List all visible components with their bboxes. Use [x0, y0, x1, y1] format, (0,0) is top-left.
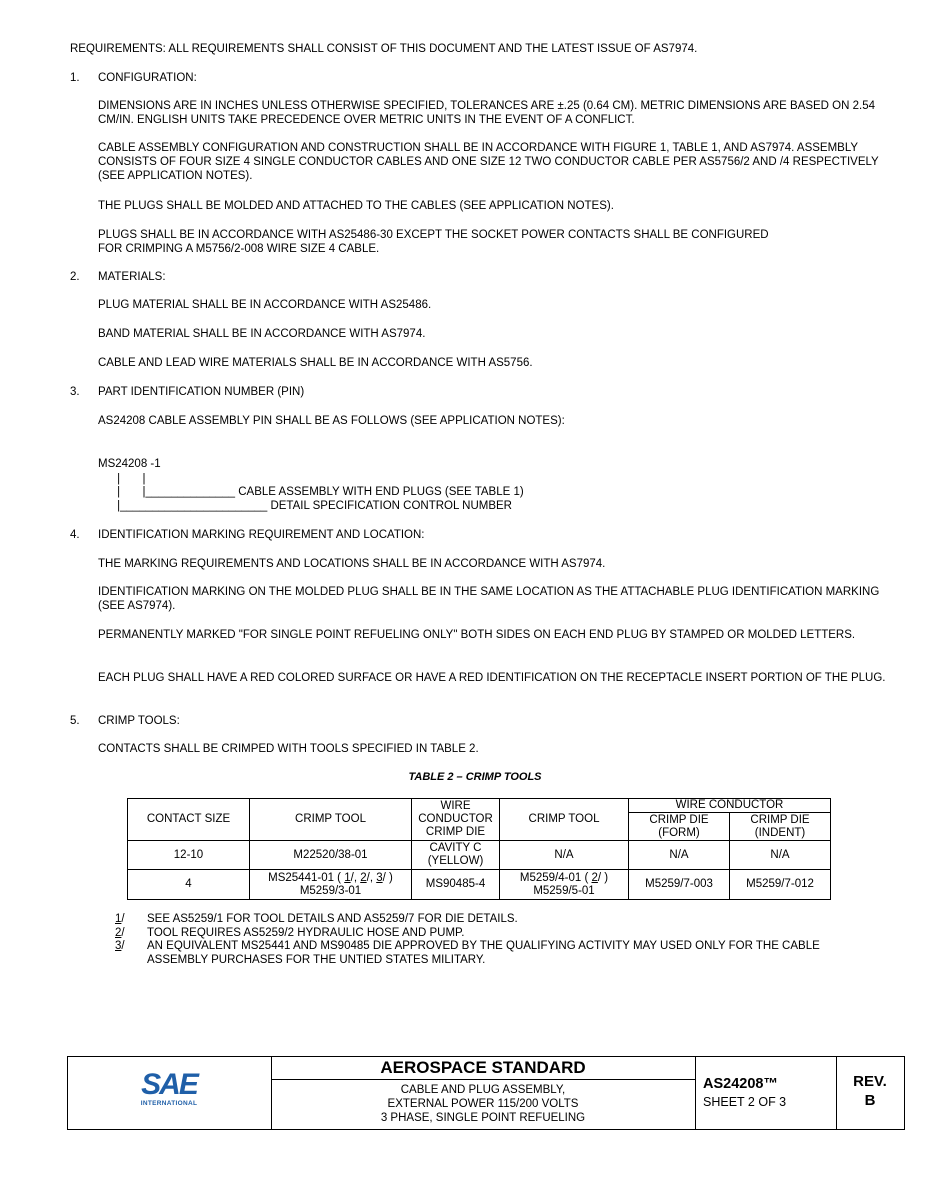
note-item: [115, 940, 875, 967]
tool-text-a: MS25441-01 (: [268, 871, 345, 884]
title-cell: [271, 1057, 696, 1129]
title-block: [67, 1056, 905, 1130]
table-2-title: TABLE 2 – CRIMP TOOLS: [408, 771, 542, 783]
pin-line-1: MS24208 -1: [98, 458, 161, 470]
cell-crimp-tool: M22520/38-01: [250, 841, 412, 870]
cell-die-indent: N/A: [730, 841, 831, 870]
section-5-heading: CRIMP TOOLS:: [98, 715, 180, 727]
note-number: 2: [115, 926, 122, 939]
cell-die-form: N/A: [629, 841, 730, 870]
cell-crimp-die: [412, 841, 500, 870]
section-4-para-4: EACH PLUG SHALL HAVE A RED COLORED SURFACE OR HAVE A RED IDENTIFICATION ON THE RECEPTACLE INSERT PORTION OF THE PLUG.: [98, 672, 886, 684]
header-wire-line-1: WIRE: [440, 800, 471, 812]
cell-die-indent: M5259/7-012: [730, 870, 831, 900]
section-1-para-4a: PLUGS SHALL BE IN ACCORDANCE WITH AS25486-30 EXCEPT THE SOCKET POWER CONTACTS SHALL BE CONFIGURED: [98, 229, 769, 241]
document-number: AS24208™: [703, 1076, 778, 1092]
cell-size: 4: [128, 870, 250, 900]
header-crimp-tool: CRIMP TOOL: [250, 799, 412, 841]
section-1-para-1: DIMENSIONS ARE IN INCHES UNLESS OTHERWISE SPECIFIED, TOLERANCES ARE ±.25 (0.64 CM). METRIC DIMENSIONS ARE BASED ON 2.54 CM/IN. ENGLISH UNITS TAKE PRECEDENCE OVER METRIC UNITS IN THE EVENT OF A CONFLICT.: [98, 100, 875, 126]
cell-crimp-die: MS90485-4: [412, 870, 500, 900]
note-item: [115, 913, 875, 927]
tool2-text-b: / ): [597, 871, 609, 884]
section-3-heading: PART IDENTIFICATION NUMBER (PIN): [98, 386, 305, 398]
section-1-heading: CONFIGURATION:: [98, 72, 197, 84]
header-wire-line-2: CONDUCTOR: [418, 813, 493, 825]
pin-line-3: | |______________ CABLE ASSEMBLY WITH END PLUGS (SEE TABLE 1): [98, 486, 524, 498]
header-die-form-line-1: CRIMP DIE: [649, 813, 709, 826]
revision-label: REV.: [853, 1073, 887, 1090]
header-crimp-tool-2: CRIMP TOOL: [500, 799, 629, 841]
sheet-number: SHEET 2 OF 3: [703, 1095, 787, 1109]
revision-value: B: [864, 1092, 876, 1109]
section-4-number: 4.: [70, 529, 80, 541]
sae-logo: [134, 1068, 204, 1108]
logo-cell: [68, 1057, 272, 1129]
header-die-form-line-2: (FORM): [658, 826, 700, 839]
section-2-para-3: CABLE AND LEAD WIRE MATERIALS SHALL BE IN ACCORDANCE WITH AS5756.: [98, 357, 533, 369]
cell-die-line-2: (YELLOW): [427, 855, 484, 867]
tool-text-b: /,: [350, 871, 361, 884]
note-ref-1: 1: [344, 871, 351, 884]
cell-crimp-tool-2-line-1: [502, 872, 626, 885]
sae-logo-subtext: INTERNATIONAL: [140, 1100, 198, 1107]
sae-logo-mark: SAE: [141, 1068, 197, 1101]
cell-die-line-1: CAVITY C: [429, 842, 482, 854]
description-line-3: 3 PHASE, SINGLE POINT REFUELING: [380, 1112, 586, 1124]
note-ref-2b: 2: [591, 871, 598, 884]
section-2-number: 2.: [70, 271, 80, 283]
note-text: SEE AS5259/1 FOR TOOL DETAILS AND AS5259/7 FOR DIE DETAILS.: [147, 913, 518, 925]
cell-crimp-tool: [250, 870, 412, 900]
revision-cell: [836, 1057, 904, 1129]
section-5-number: 5.: [70, 715, 80, 727]
pin-line-2: | |: [98, 473, 146, 485]
section-5-para-1: CONTACTS SHALL BE CRIMPED WITH TOOLS SPECIFIED IN TABLE 2.: [98, 743, 479, 755]
cell-crimp-tool-2: N/A: [500, 841, 629, 870]
tool2-text-a: M5259/4-01 (: [519, 871, 592, 884]
header-crimp-die-form: [629, 813, 730, 841]
note-marker: 2/: [115, 926, 125, 939]
header-contact-size: CONTACT SIZE: [128, 799, 250, 841]
requirements-text: REQUIREMENTS: ALL REQUIREMENTS SHALL CONSIST OF THIS DOCUMENT AND THE LATEST ISSUE OF AS7974.: [70, 43, 698, 55]
note-text: AN EQUIVALENT MS25441 AND MS90485 DIE APPROVED BY THE QUALIFYING ACTIVITY MAY USED ONLY FOR THE CABLE ASSEMBLY PURCHASES FOR THE UNTIED STATES MILITARY.: [147, 940, 820, 966]
section-2-para-2: BAND MATERIAL SHALL BE IN ACCORDANCE WITH AS7974.: [98, 328, 426, 340]
section-2-para-1: PLUG MATERIAL SHALL BE IN ACCORDANCE WITH AS25486.: [98, 299, 432, 311]
tool-text-d: / ): [382, 871, 393, 884]
table-notes: [115, 913, 875, 967]
cell-crimp-tool-2: [500, 870, 629, 900]
doc-number-cell: [695, 1057, 837, 1129]
note-number: 1: [115, 913, 122, 925]
note-marker: 3/: [115, 940, 125, 952]
section-1-para-3: THE PLUGS SHALL BE MOLDED AND ATTACHED TO THE CABLES (SEE APPLICATION NOTES).: [98, 200, 614, 212]
header-die-indent-line-2: (INDENT): [754, 826, 806, 839]
note-ref-3: 3: [376, 871, 383, 884]
note-ref-2: 2: [360, 871, 367, 884]
cell-die-form: M5259/7-003: [629, 870, 730, 900]
header-die-indent-line-1: CRIMP DIE: [750, 813, 810, 826]
section-4-para-3: PERMANENTLY MARKED "FOR SINGLE POINT REFUELING ONLY" BOTH SIDES ON EACH END PLUG BY STAMPED OR MOLDED LETTERS.: [98, 629, 856, 641]
cell-size: 12-10: [128, 841, 250, 870]
table-row: [128, 841, 831, 870]
note-text: TOOL REQUIRES AS5259/2 HYDRAULIC HOSE AND PUMP.: [147, 926, 465, 939]
cell-crimp-tool-line-2: M5259/3-01: [299, 884, 362, 897]
header-wire-conductor: WIRE CONDUCTOR: [629, 799, 831, 813]
section-3-number: 3.: [70, 386, 80, 398]
section-1-para-2: CABLE ASSEMBLY CONFIGURATION AND CONSTRUCTION SHALL BE IN ACCORDANCE WITH FIGURE 1, TABLE 1, AND AS7974. ASSEMBLY CONSISTS OF FOUR SIZE 4 SINGLE CONDUCTOR CABLES AND ONE SIZE 12 TWO CONDUCTOR CABLE PER AS5756/2 AND /4 RESPECTIVELY (SEE APPLICATION NOTES).: [98, 142, 879, 182]
cell-crimp-tool-2-line-2: M5259/5-01: [533, 884, 595, 897]
section-1-number: 1.: [70, 72, 80, 84]
header-crimp-die-indent: [730, 813, 831, 841]
header-wire-line-3: CRIMP DIE: [425, 826, 486, 838]
document-description: [271, 1083, 695, 1125]
table-row: [128, 870, 831, 900]
cell-crimp-tool-line-1: [252, 872, 409, 885]
description-line-2: EXTERNAL POWER 115/200 VOLTS: [387, 1098, 579, 1110]
header-wire-conductor-crimp-die: [412, 799, 500, 841]
section-2-heading: MATERIALS:: [98, 271, 166, 283]
section-3-para-1: AS24208 CABLE ASSEMBLY PIN SHALL BE AS FOLLOWS (SEE APPLICATION NOTES):: [98, 415, 565, 427]
section-4-heading: IDENTIFICATION MARKING REQUIREMENT AND LOCATION:: [98, 529, 425, 541]
section-4-para-1: THE MARKING REQUIREMENTS AND LOCATIONS SHALL BE IN ACCORDANCE WITH AS7974.: [98, 558, 606, 570]
pin-line-4: |_______________________ DETAIL SPECIFICATION CONTROL NUMBER: [98, 500, 512, 512]
note-number: 3: [115, 940, 122, 952]
section-1-para-4b: FOR CRIMPING A M5756/2-008 WIRE SIZE 4 CABLE.: [98, 243, 380, 255]
note-marker: 1/: [115, 913, 125, 925]
tool-text-c: /,: [366, 871, 377, 884]
description-line-1: CABLE AND PLUG ASSEMBLY,: [400, 1084, 566, 1096]
note-item: [115, 927, 875, 941]
standard-title: AEROSPACE STANDARD: [271, 1057, 695, 1080]
crimp-tools-table: [127, 798, 831, 900]
section-4-para-2: IDENTIFICATION MARKING ON THE MOLDED PLUG SHALL BE IN THE SAME LOCATION AS THE ATTACHABLE PLUG IDENTIFICATION MARKING (SEE AS7974).: [98, 586, 880, 612]
